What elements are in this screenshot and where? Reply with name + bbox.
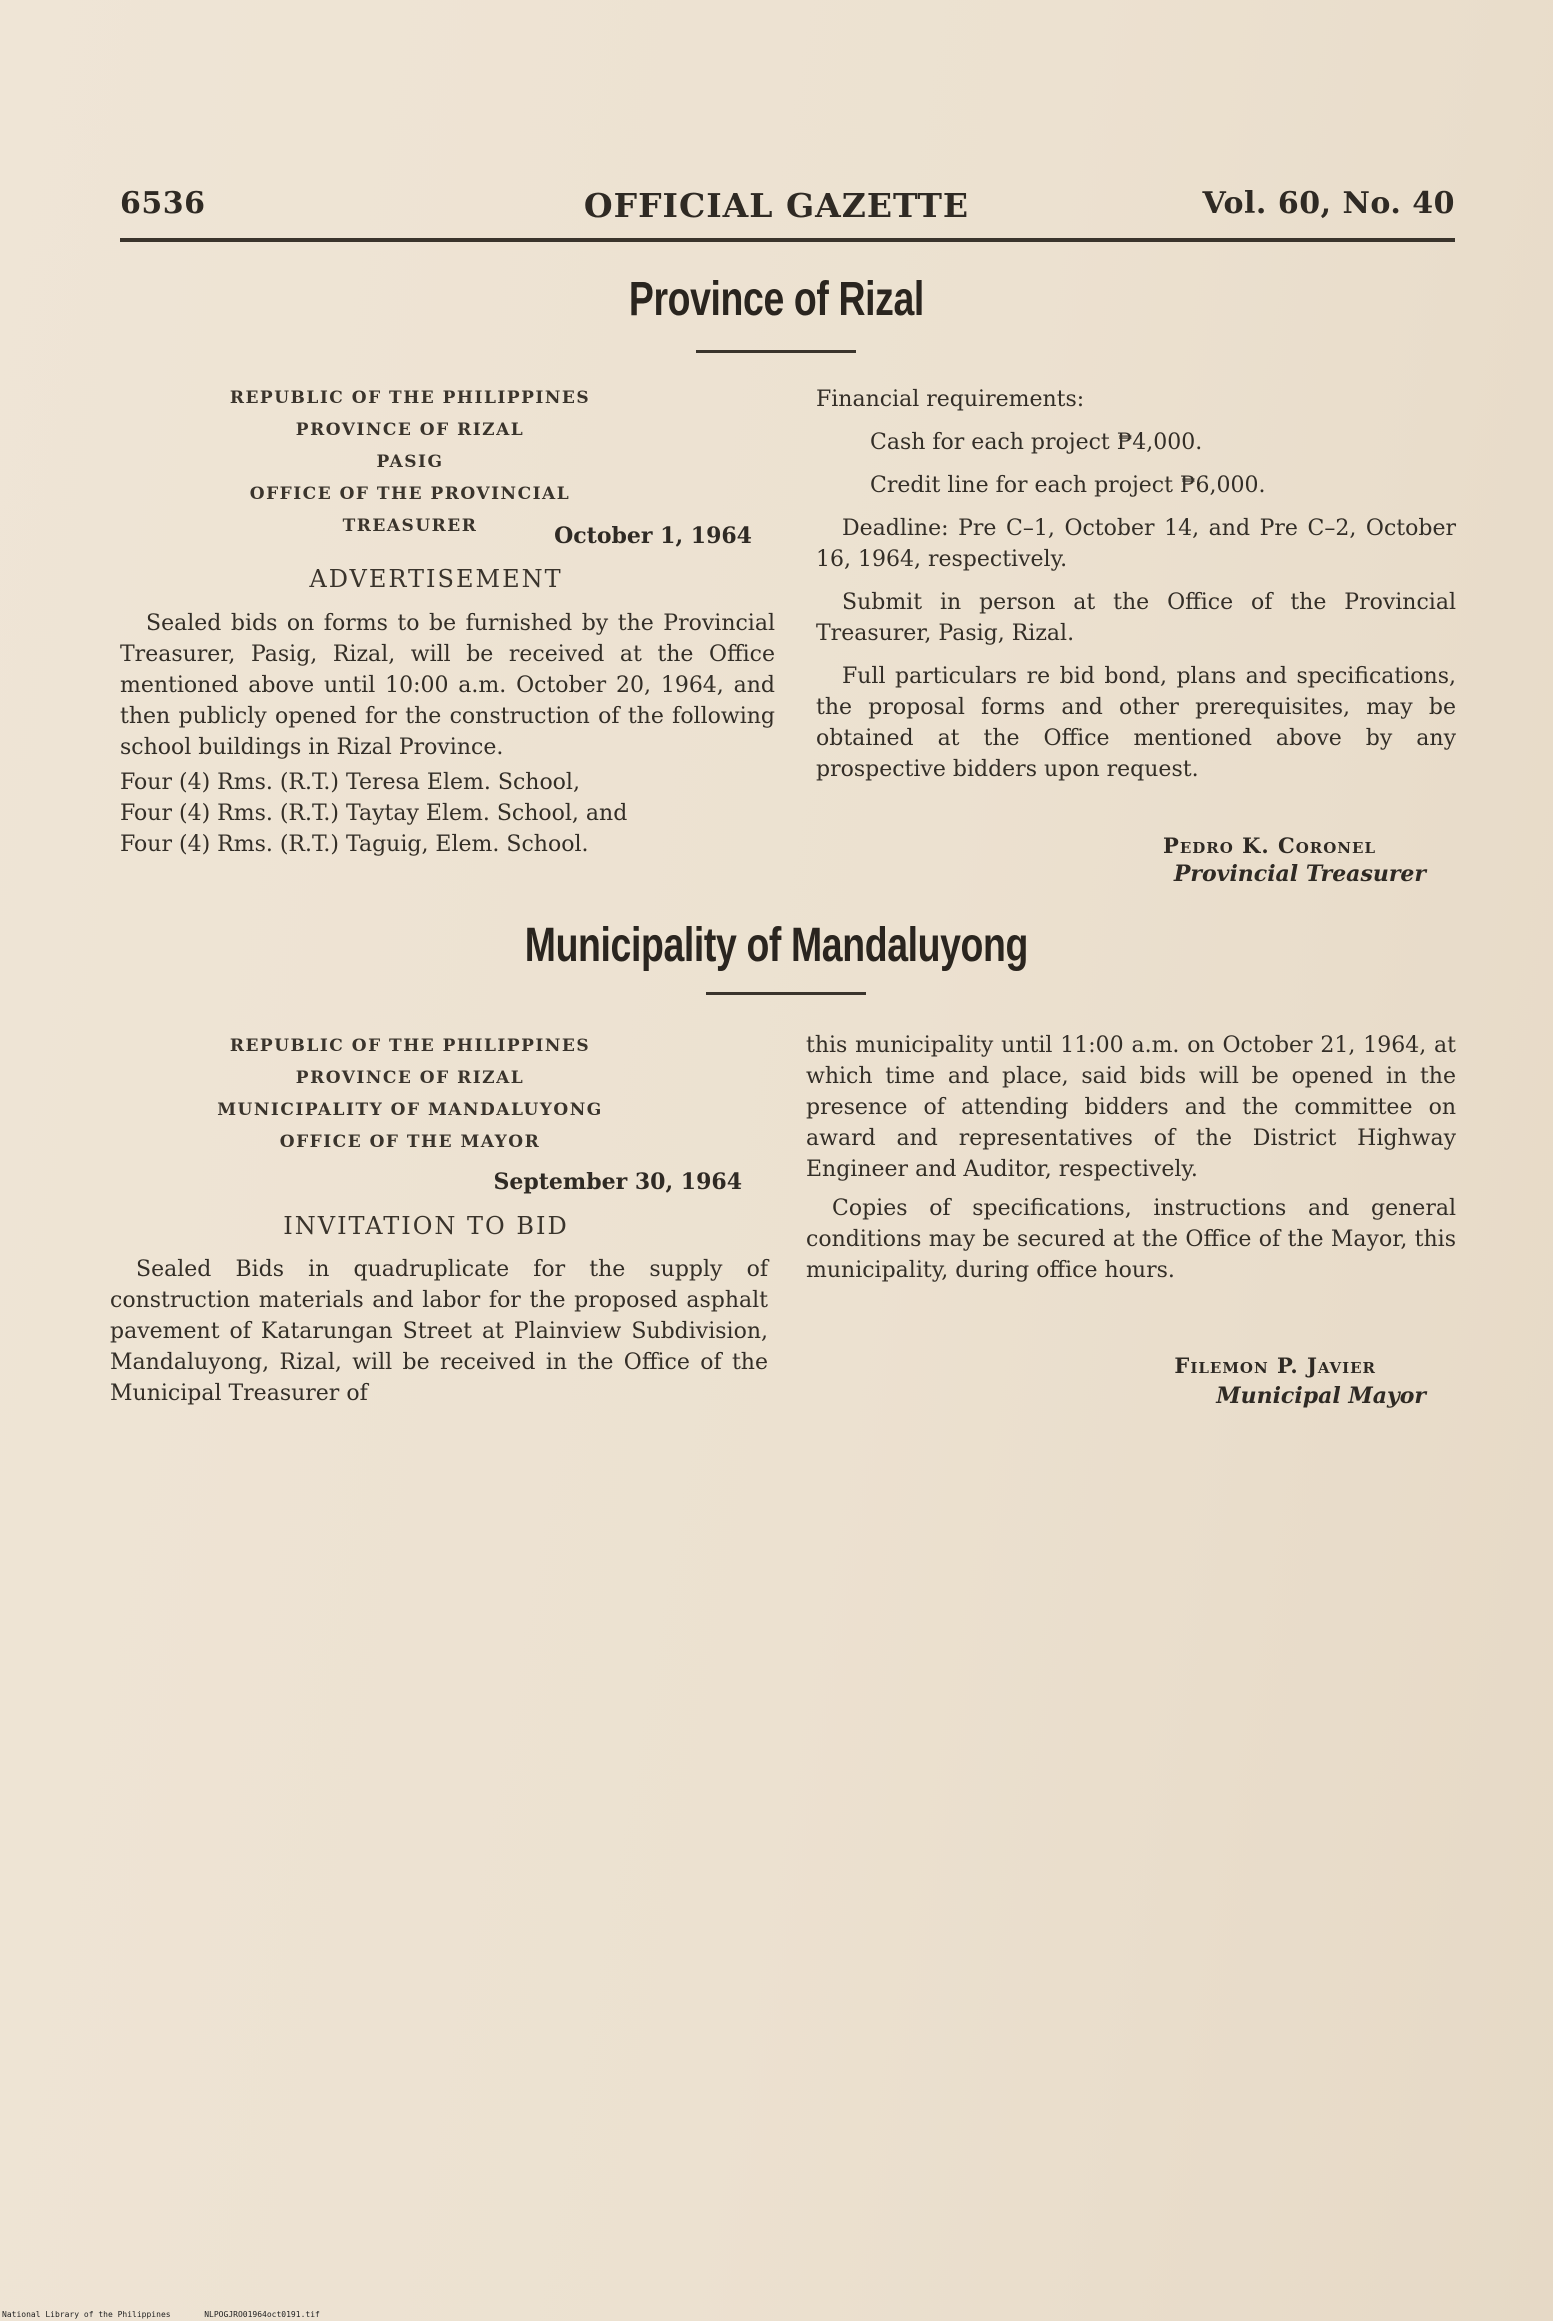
paragraph-sealed-bids-mandaluyong: Sealed Bids in quadruplicate for the supply of construction materials and labor for the proposed asphalt pavement of Katarungan Street at Plainview Subdivision, Mandaluyong, Rizal, will be received in the Office of the Municipal Treasurer of bbox=[110, 1257, 768, 1406]
date-rizal: October 1, 1964 bbox=[554, 523, 752, 549]
list-item: Four (4) Rms. (R.T.) Teresa Elem. School, bbox=[120, 770, 580, 795]
section-title-mandaluyong: Municipality of Mandaluyong bbox=[524, 919, 1029, 972]
heading-advertisement: ADVERTISEMENT bbox=[309, 565, 563, 593]
section-title-rizal: Province of Rizal bbox=[628, 273, 924, 326]
scan-footer bbox=[2, 2310, 320, 2319]
list-item: Four (4) Rms. (R.T.) Taytay Elem. School, and bbox=[120, 801, 628, 826]
submit-instruction: Submit in person at the Office of the Provincial Treasurer, Pasig, Rizal. bbox=[816, 590, 1456, 646]
letterhead-line: PASIG bbox=[376, 452, 444, 472]
letterhead-line: OFFICE OF THE PROVINCIAL TREASURER bbox=[249, 484, 571, 536]
header-rule bbox=[120, 238, 1455, 242]
section-rule-mandaluyong bbox=[706, 992, 866, 995]
letterhead-line: PROVINCE OF RIZAL bbox=[295, 1068, 525, 1088]
date-mandaluyong: September 30, 1964 bbox=[493, 1169, 742, 1195]
letterhead-line: REPUBLIC OF THE PHILIPPINES bbox=[229, 1036, 591, 1056]
signatory-name-rizal: Pedro K. Coronel bbox=[1163, 833, 1376, 858]
letterhead-line: MUNICIPALITY OF MANDALUYONG bbox=[217, 1100, 603, 1120]
cash-requirement: Cash for each project ₱4,000. bbox=[870, 430, 1203, 455]
column-right-rizal bbox=[816, 384, 1456, 785]
signatory-title-mandaluyong: Municipal Mayor bbox=[1216, 1383, 1426, 1409]
paragraph-continuation: this municipality until 11:00 a.m. on October 21, 1964, at which time and place, said bids will be opened in the presence of attending bidders and the committee on award and representatives of the District Highway Engineer and Auditor, respectively. bbox=[806, 1033, 1456, 1182]
signatory-name-mandaluyong: Filemon P. Javier bbox=[1174, 1353, 1376, 1378]
paragraph-sealed-bids: Sealed bids on forms to be furnished by the Provincial Treasurer, Pasig, Rizal, will be received at the Office mentioned above until 10:00 a.m. October 20, 1964, and then publicly opened for the construction of the following school buildings in Rizal Province. bbox=[120, 611, 775, 760]
heading-invitation-to-bid: INVITATION TO BID bbox=[283, 1212, 569, 1240]
publication-title: OFFICIAL GAZETTE bbox=[583, 186, 970, 225]
paragraph-copies: Copies of specifications, instructions and general conditions may be secured at the Office of the Mayor, this municipality, during office hours. bbox=[806, 1196, 1456, 1283]
section-rule-rizal bbox=[696, 350, 856, 353]
body-rizal bbox=[120, 608, 775, 860]
letterhead-rizal bbox=[180, 382, 640, 542]
signatory-title-rizal: Provincial Treasurer bbox=[1173, 861, 1426, 887]
letterhead-line: PROVINCE OF RIZAL bbox=[295, 420, 525, 440]
column-right-mandaluyong bbox=[806, 1030, 1456, 1286]
volume-number: Vol. 60, No. 40 bbox=[1202, 186, 1455, 221]
letterhead-line: OFFICE OF THE MAYOR bbox=[279, 1132, 541, 1152]
deadline: Deadline: Pre C–1, October 14, and Pre C–2, October 16, 1964, respectively. bbox=[816, 516, 1456, 572]
financial-requirements-label: Financial requirements: bbox=[816, 387, 1085, 412]
page-number: 6536 bbox=[120, 186, 206, 221]
particulars: Full particulars re bid bond, plans and specifications, the proposal forms and other prerequisites, may be obtained at the Office mentioned above by any prospective bidders upon request. bbox=[816, 664, 1456, 782]
credit-requirement: Credit line for each project ₱6,000. bbox=[870, 473, 1266, 498]
footer-file: NLPOGJRO01964oct0191.tif bbox=[204, 2310, 320, 2319]
list-item: Four (4) Rms. (R.T.) Taguig, Elem. School. bbox=[120, 832, 589, 857]
letterhead-mandaluyong bbox=[160, 1030, 660, 1158]
footer-library: National Library of the Philippines bbox=[2, 2310, 171, 2319]
letterhead-line: REPUBLIC OF THE PHILIPPINES bbox=[229, 388, 591, 408]
body-mandaluyong-left bbox=[110, 1254, 768, 1409]
